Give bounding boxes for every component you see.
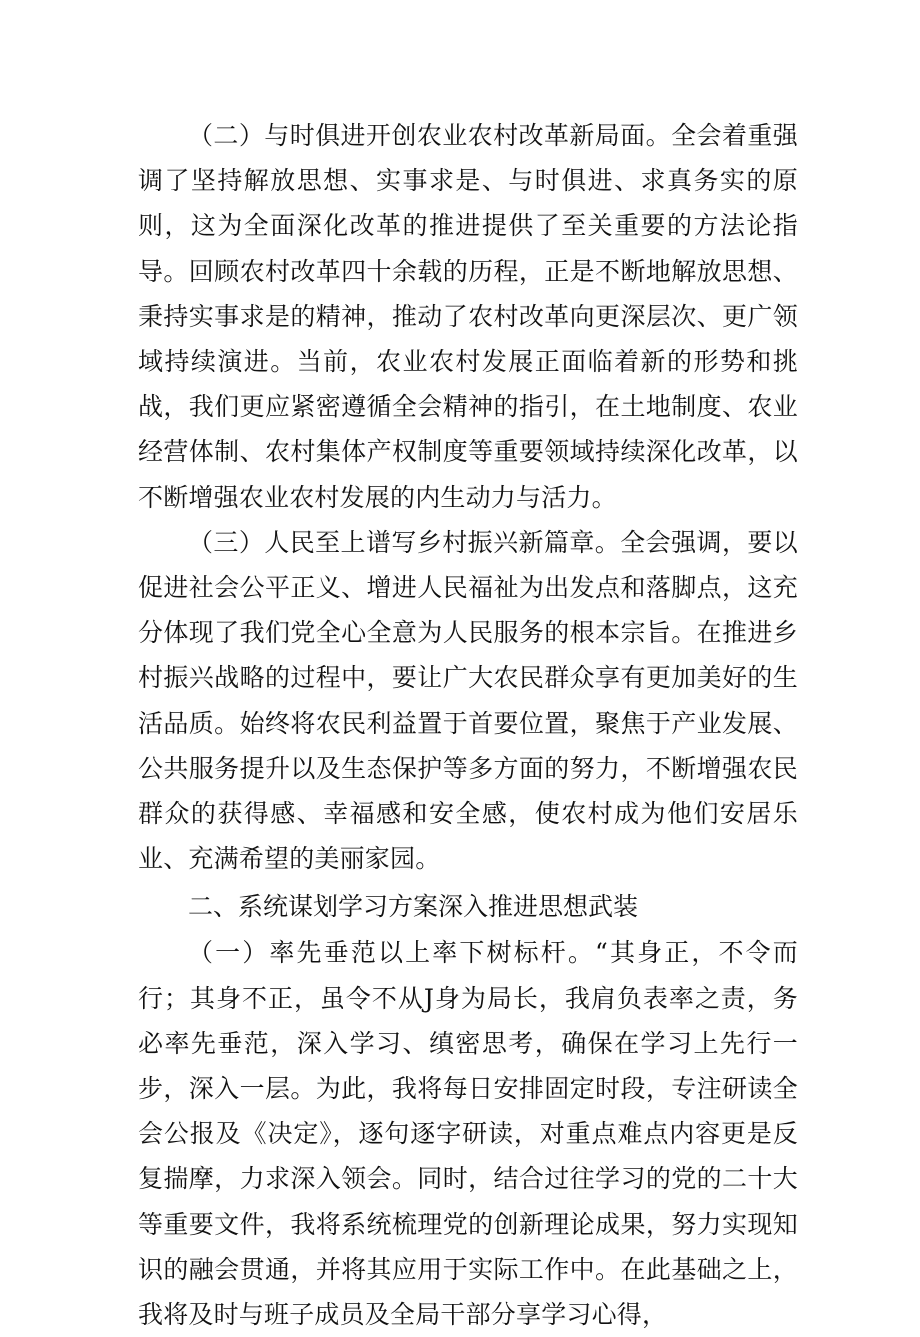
section-heading: 二、系统谋划学习方案深入推进思想武装 bbox=[188, 892, 639, 922]
paragraph-people: （三）人民至上谱写乡村振兴新篇章。全会强调，要以促进社会公平正义、增进人民福祉为出发点和落脚点，这充分体现了我们党全心全意为人民服务的根本宗旨。在推进乡村振兴战略的过程中，要让广大农民群众享有更加美好的生活品质。始终将农民利益置于首要位置，聚焦于产业发展、公共服务提升以及生态保护等多方面的努力，不断增强农民群众的获得感、幸福感和安全感，使农村成为他们安居乐业、充满希望的美丽家园。 bbox=[138, 527, 798, 874]
document-body bbox=[138, 113, 798, 1337]
paragraph-lead-by-example: （一）率先垂范以上率下树标杆。“其身正，不令而行；其身不正，虽令不从J身为局长，我肩负表率之责，务必率先垂范，深入学习、缜密思考，确保在学习上先行一步，深入一层。为此，我将每日安排固定时段，专注研读全会公报及《决定》，逐句逐字研读，对重点难点内容更是反复揣摩，力求深入领会。同时，结合过往学习的党的二十大等重要文件，我将系统梳理党的创新理论成果，努力实现知识的融会贯通，并将其应用于实际工作中。在此基础之上，我将及时与班子成员及全局干部分享学习心得， bbox=[138, 938, 798, 1330]
paragraph-reform: （二）与时俱进开创农业农村改革新局面。全会着重强调了坚持解放思想、实事求是、与时俱进、求真务实的原则，这为全面深化改革的推进提供了至关重要的方法论指导。回顾农村改革四十余载的历程，正是不断地解放思想、秉持实事求是的精神，推动了农村改革向更深层次、更广领域持续演进。当前，农业农村发展正面临着新的形势和挑战，我们更应紧密遵循全会精神的指引，在土地制度、农业经营体制、农村集体产权制度等重要领域持续深化改革，以不断增强农业农村发展的内生动力与活力。 bbox=[138, 121, 798, 512]
